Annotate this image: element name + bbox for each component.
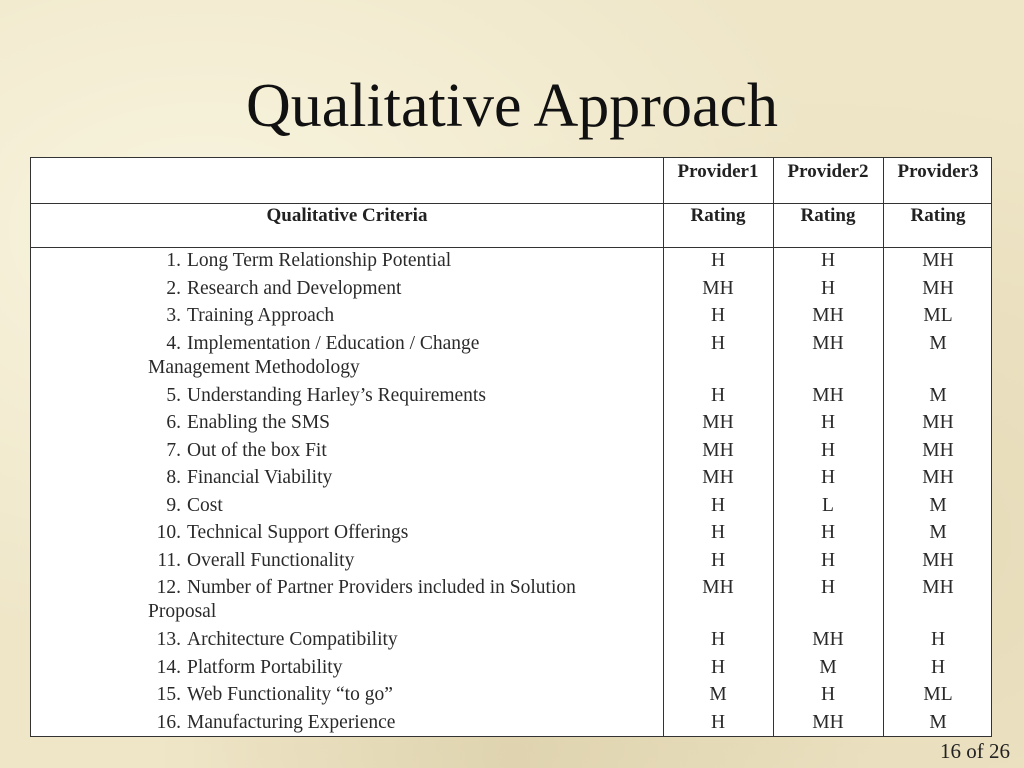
criteria-rows [31,248,993,737]
criterion-label: Understanding Harley’s Requirements [187,384,486,406]
criterion-label: Enabling the SMS [187,412,331,433]
criterion-label: Technical Support Offerings [187,522,409,543]
rating-provider2: MH [812,332,844,354]
table-row [31,627,993,655]
rating-provider2: MH [812,629,844,650]
rating-provider2: H [820,549,836,571]
rating-provider3: M [929,711,947,733]
criterion-number: 2. [166,277,181,299]
criteria-table [30,157,992,737]
table-row [31,548,993,576]
rating-provider1: H [710,629,726,650]
criterion-cell [31,438,659,463]
rating-provider2: MH [812,384,844,406]
criterion-number: 10. [156,522,181,543]
rating-provider2: H [820,522,836,543]
criterion-cell [31,383,659,408]
provider1-header: Provider1 [677,161,759,182]
criterion-label: Number of Partner Providers included in Solution [187,577,576,598]
provider2-header: Provider2 [787,161,869,182]
criterion-label: Overall Functionality [187,549,355,571]
criterion-label: Web Functionality “to go” [187,684,393,705]
table-row [31,303,993,331]
criterion-number: 11. [157,549,181,571]
criterion-label: Training Approach [187,305,335,326]
criterion-label: Platform Portability [187,656,343,678]
rating-provider3: MH [922,549,954,571]
rating-provider1: H [710,332,726,354]
rating-provider2: H [820,439,836,461]
criterion-cell [31,331,659,378]
page-number: 16 of 26 [940,739,1010,763]
rating-provider1: M [709,684,727,705]
criterion-cell [31,710,659,735]
table-row [31,248,993,276]
rating-provider3: ML [923,305,953,326]
criterion-number: 1. [166,250,181,271]
criterion-number: 6. [166,412,181,433]
criterion-cell [31,655,659,680]
rating-provider1: MH [702,577,734,598]
rating-provider1: H [710,250,726,271]
rating-provider2: H [820,412,836,433]
table-row [31,520,993,548]
criterion-label: Architecture Compatibility [187,629,398,650]
rating-provider3: H [930,629,946,650]
rating-provider1: MH [702,277,734,299]
rating-provider1: H [710,656,726,678]
criterion-label: Cost [187,494,223,516]
rating-provider3: MH [922,439,954,461]
criterion-number: 9. [166,494,181,516]
rating-provider3: M [929,522,947,543]
rating-header-1: Rating [690,205,746,226]
rating-provider3: MH [922,412,954,433]
criteria-header: Qualitative Criteria [266,205,428,226]
criterion-label: Out of the box Fit [187,439,327,461]
rating-provider2: MH [812,711,844,733]
rating-provider2: MH [812,305,844,326]
rating-provider2: H [820,467,836,488]
criterion-label-continued: Management Methodology [148,356,360,378]
table-row [31,276,993,304]
table-row [31,465,993,493]
rating-provider1: MH [702,467,734,488]
criterion-number: 8. [166,467,181,488]
criterion-cell [31,493,659,518]
table-row [31,331,993,383]
criterion-number: 5. [166,384,181,406]
table-row [31,383,993,411]
rating-provider2: L [822,494,834,516]
rating-provider3: M [929,384,947,406]
rating-provider3: ML [923,684,953,705]
criterion-number: 7. [166,439,181,461]
rating-provider2: H [820,250,836,271]
table-row [31,710,993,738]
rating-provider1: H [710,305,726,326]
rating-provider2: M [819,656,837,678]
criterion-cell [31,248,659,273]
rating-provider1: MH [702,439,734,461]
criterion-number: 14. [156,656,181,678]
rating-provider2: H [820,684,836,705]
rating-provider3: M [929,494,947,516]
criterion-label: Long Term Relationship Potential [187,250,452,271]
row-divider [31,203,991,204]
rating-provider3: MH [922,467,954,488]
rating-provider1: H [710,522,726,543]
rating-provider1: H [710,494,726,516]
rating-provider3: MH [922,277,954,299]
rating-provider1: H [710,549,726,571]
criterion-label: Research and Development [187,277,402,299]
criterion-cell [31,410,659,435]
criterion-number: 4. [166,332,181,354]
criterion-cell [31,520,659,545]
criterion-number: 13. [156,629,181,650]
criterion-cell [31,575,659,622]
table-row [31,575,993,627]
criterion-label: Financial Viability [187,467,333,488]
rating-provider1: H [710,384,726,406]
table-row [31,655,993,683]
criterion-cell [31,627,659,652]
rating-header-2: Rating [800,205,856,226]
rating-provider3: MH [922,577,954,598]
rating-header-3: Rating [910,205,966,226]
rating-provider1: H [710,711,726,733]
criterion-label-continued: Proposal [148,601,217,622]
table-row [31,493,993,521]
table-row [31,438,993,466]
table-row [31,682,993,710]
criterion-cell [31,276,659,301]
rating-provider2: H [820,277,836,299]
criterion-cell [31,682,659,707]
rating-provider3: MH [922,250,954,271]
slide-title: Qualitative Approach [246,72,778,140]
criterion-cell [31,548,659,573]
criterion-number: 15. [156,684,181,705]
rating-provider1: MH [702,412,734,433]
rating-provider2: H [820,577,836,598]
criterion-number: 16. [156,711,181,733]
rating-provider3: M [929,332,947,354]
rating-provider3: H [930,656,946,678]
table-row [31,410,993,438]
criterion-cell [31,303,659,328]
criterion-cell [31,465,659,490]
criterion-label: Implementation / Education / Change [187,332,480,354]
provider3-header: Provider3 [897,161,979,182]
criterion-label: Manufacturing Experience [187,711,396,733]
criterion-number: 3. [166,305,181,326]
criterion-number: 12. [156,577,181,598]
